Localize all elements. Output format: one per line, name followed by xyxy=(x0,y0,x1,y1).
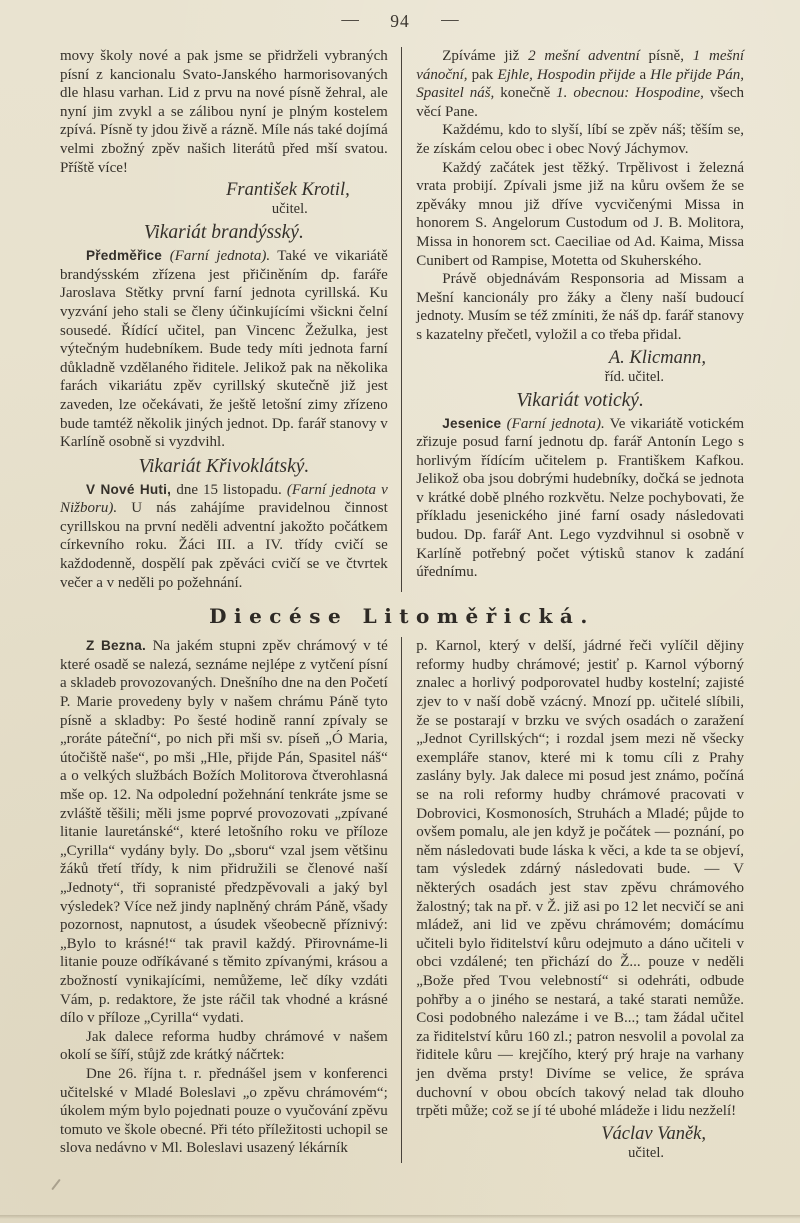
text-run: konečně xyxy=(494,85,557,102)
ink-mark xyxy=(51,1179,61,1190)
text-run: Právě objednávám Responsoria ad Missam a Mešní kancionály pro žáky a členy naší budoucí jednoty. Musím se též zmíniti, že náš dp. farář stanovy s kazatelny přečetl, vyložil a co třeba přidal. xyxy=(416,271,744,343)
page-header xyxy=(0,0,800,32)
vikariat-heading: Vikariát Křivoklátský. xyxy=(138,455,310,477)
vikariat-heading: Vikariát votický. xyxy=(516,389,644,411)
paragraph xyxy=(416,415,744,582)
text-run: Také ve vikariátě brandýsském zřízena jest přičiněním dp. faráře Jaroslava Stětky první farní jednota cyrillská. Ku vyzvání jeho stali se členy účinkujícími všickni čelní sousedé. Řídící učitel, pan Vincenc Žežulka, jest výtečným hudebníkem. Bude tedy míti jednota farní důkladně vzdělaného řiditele. Jelikož pak na několika farách vikariátu zpěv cyrillský skutečně již jest zaveden, lze očekávati, že ještě letošní zimy zřízeno bude tamtéž několik jiných jednot. Dp. farář stanovy v Karlíně osobně si vyzdvihl. xyxy=(60,248,388,451)
text-run: movy školy nové a pak jsme se přidrželi vybraných písní z kancionalu Svato-Janského harmorisovaných dle hlasu varhan. Lid z prvu na nové písně žehral, ale nyní jim zvykl a se zálibou nyní je plným kostelem zpívá. Písně ty jdou živě a rázně. Míle nás také dojímá velmi zbožný zpěv našich literátů před mší svatou. Příště více! xyxy=(60,48,388,176)
page-body xyxy=(0,32,800,1163)
text-run: Zpíváme již xyxy=(442,48,529,64)
text-run: Jak dalece reforma hudby chrámové v našem okolí se šíří, stůjž zde krátký náčrtek: xyxy=(60,1028,388,1064)
text-run: Dne 26. října t. r. přednášel jsem v konferenci učitelské v Mladé Boleslavi „o zpěvu chrámovém“; úkolem mým bylo pojednati pouze o vyučování zpěvu tomuto ve škole obecné. Při této příležitosti uchopil se slova nedávno v Ml. Boleslavi usazený lékárník xyxy=(60,1065,388,1157)
paragraph xyxy=(416,121,744,158)
text-run: všech věcí Pane. xyxy=(416,85,744,120)
text-run: písně, xyxy=(639,48,693,64)
two-column-section xyxy=(60,637,744,1162)
signature xyxy=(416,1123,744,1162)
signature-role: říd. učitel. xyxy=(604,368,664,385)
text-run: dne 15 listopadu. xyxy=(176,481,287,498)
italic-run: Hle přijde Pán, Spasitel náš, xyxy=(416,66,744,102)
right-column xyxy=(402,47,744,592)
text-run: p. Karnol, který v delší, jádrné řeči vylíčil dějiny reformy hudby chrámové; jestiť p. Karnol výborný znalec a horlivý podporovatel hudby kostelní; zajisté zjev to v naší době vzácný. Mnozí pp. učitelé slíbili, že se postarají v brzku ve svých osadách o zaražení „Jednot Cyrillských“; i rozdal jsem mezi ně všecky exempláře stanov, které mi k tomu cíli z Prahy zaslány byly. Jak dalece mi posud jest známo, počíná se na roli reformy hudby chrámové pracovati v Dobrovici, Kosmonosích, Struhách a Mladé; půjde to ovšem pomalu, ale jen když je počátek — poznání, po něm následovati bude láska k věci, a kde ta se objeví, tam výsledek zdárný následovati bude. — V některých osadách jest stav zpěvu chrámového žalostný; tak na př. v Ž. již asi po 12 let necvičí se ani mládež, ani lid ve zpěvu chrámovém; domácímu učiteli bylo řiditelství kůru odejmuto a dáno učiteli v obci vzdálené; ten přichází do Ž... pouze v neděli „Bože před Tvou velebností“ si odehráti, odbude pohřby a o jiného se nestará, a také starati nemůže. Cosi podobného nalezáme i ve B...; tam žádal učitel za řiditelství kůru 160 zl.; patron nesvolil a povolal za řiditele kůru — krejčího, který prý hraje na varhany jen dvěma prsty! Divíme se velice, že správa duchovní v obou obcích takový nelad tak dlouho trpěti může; což se jí té ubohé mládeže i lidu nezželí! xyxy=(416,638,744,1120)
paragraph xyxy=(60,481,388,593)
signature-name: A. Klicmann, xyxy=(608,347,706,368)
signature-role: učitel. xyxy=(271,201,308,218)
paragraph xyxy=(416,47,744,121)
italic-run: Hospodine, xyxy=(635,85,704,102)
signature-name: František Krotil, xyxy=(226,180,350,201)
two-column-section xyxy=(60,47,744,592)
text-run: a xyxy=(635,66,651,83)
paragraph xyxy=(416,637,744,1120)
text-run: Ve vikariátě votickém zřizuje posud farní jednotu dp. farář Antonín Lego s horlivým řídícím učitelem p. Františkem Kafkou. Jelikož oba jsou dobrými hudebníky, dočká se jednota v krátké době plného rozkvětu. Nelze pochybovati, že příkladu jesenického jiné farní osady následovati budou. Dp. farář Ant. Lego vyzdvihnul si osobně v Karlíně potřebný počet výtisků stanov k zadání úřednímu. xyxy=(416,415,744,581)
italic-run: 2 mešní adventní xyxy=(528,48,640,64)
signature-name: Václav Vaněk, xyxy=(601,1123,706,1144)
paragraph xyxy=(60,1028,388,1065)
italic-run: 1. obecnou: xyxy=(556,85,630,102)
italic-run: (Farní jednota). xyxy=(506,415,605,432)
paragraph xyxy=(60,637,388,1027)
paragraph xyxy=(60,47,388,177)
text-run: pak xyxy=(467,66,498,83)
italic-run: 1 mešní vánoční, xyxy=(416,48,744,83)
place-lead: Předměřice xyxy=(86,248,170,264)
place-lead: V Nové Huti, xyxy=(86,481,177,497)
text-run: U nás zahájíme pravidelnou činnost cyrillskou na první neděli adventní jakožto počátkem církevního roku. Žáci III. a IV. třídy cvičí se každodenně, dospělí pak zpěváci cvičí se ve čtvrtek večer a v neděli po požehnání. xyxy=(60,500,388,591)
place-lead: Z Bezna. xyxy=(86,638,153,654)
diocese-heading: Diecése Litoměřická. xyxy=(209,604,595,629)
text-run: Každý začátek jest těžký. Trpělivost i železná vrata probijí. Zpívali jsme již na kůru ovšem že se zpěváky mnou již dříve vycvičenými Missa in honorem S. Angelorum Custodum od J. B. Molitora, Missa in honorem sct. Caeciliae od Ad. Kaima, Missa Cunibert od Rampise, Motetta od Skuherského. xyxy=(416,159,744,269)
paragraph xyxy=(60,247,388,452)
left-column xyxy=(60,47,401,592)
signature xyxy=(416,347,744,386)
header-dash-left: — xyxy=(341,9,359,29)
signature xyxy=(60,179,388,218)
page-number: 94 xyxy=(390,11,410,31)
paragraph xyxy=(416,270,744,344)
header-dash-right: — xyxy=(441,9,459,29)
paragraph xyxy=(416,159,744,271)
left-column xyxy=(60,637,401,1162)
place-lead: Jesenice xyxy=(442,415,507,431)
text-run: Na jakém stupni zpěv chrámový v té které osadě se nalezá, seznáme nejlépe z vytčení písní a skladeb provozovaných. Dnešního dne na den Početí P. Marie provedeny byly v našem chrámu Páně tyto písně a skladby: Po šesté hodině ranní zpívaly se „roráte páteční“, po nich při mši sv. píseň „Ó Maria, útočiště naše“, po mši „Hle, přijde Pán, Spasitel náš“ a o velkých službách Božích Molitorova čtverohlasná mše op. 12. Na odpolední požehnání tenkráte jsme se zvláště těšili; měli jsme poprvé provozovati „zpívané litanie lauretánské“, které letošního roku ve příloze „Cyrilla“ vydány byly. Do „sboru“ vzal jsem většinu žáků třetí třídy, k nim přidružili se členové naší „Jednoty“, tři sopranisté předzpěvovali a jaký byl výsledek? Více než jindy naplněný chrám Páně, všady pozornost, napnutost, a úsudek všeobecně příznivý: „Bylo to krásné!“ tak pravil každý. Přirovnáme-li litanie pouze odříkávané s těmito zpívanými, krásou a zbožností vynikajícími, nemůžeme, leč díky vzdáti Vám, p. redaktore, že jste ráčil tak vhodné a krásné dílo v příloze „Cyrilla“ vydati. xyxy=(60,638,388,1027)
vikariat-heading: Vikariát brandýsský. xyxy=(143,222,304,244)
paragraph xyxy=(60,1065,388,1158)
italic-run: (Farní jednota v Nižboru). xyxy=(60,481,388,517)
signature-role: učitel. xyxy=(628,1144,664,1161)
right-column xyxy=(402,637,744,1162)
text-run: Každému, kdo to slyší, líbí se zpěv náš; těším se, že získám celou obec i obec Nový Jáchymov. xyxy=(416,122,744,157)
italic-run: Ejhle, Hospodin přijde xyxy=(497,66,636,83)
italic-run: (Farní jednota). xyxy=(169,248,271,265)
